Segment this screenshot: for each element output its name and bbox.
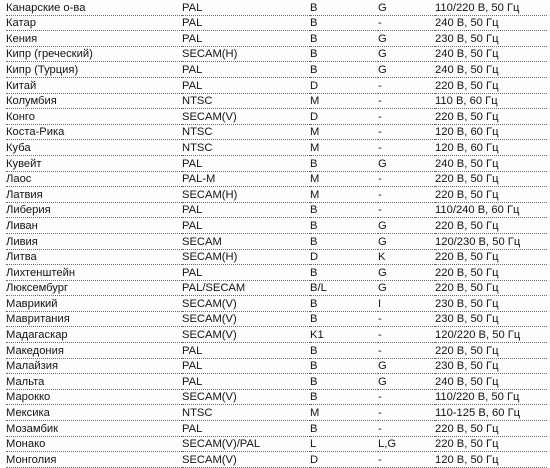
power-supply-cell: 220 В, 50 Гц bbox=[435, 109, 547, 125]
power-supply-cell: 110 В, 60 Гц bbox=[435, 93, 547, 109]
color-system-cell: PAL bbox=[182, 374, 310, 390]
table-row bbox=[6, 109, 547, 125]
standard-cell: B bbox=[310, 62, 378, 78]
second-standard-cell: - bbox=[378, 171, 435, 187]
second-standard-cell: L,G bbox=[378, 436, 435, 452]
standard-cell: B bbox=[310, 0, 378, 15]
power-supply-cell: 120 В, 60 Гц bbox=[435, 140, 547, 156]
second-standard-cell: - bbox=[378, 421, 435, 437]
second-standard-cell: G bbox=[378, 233, 435, 249]
second-standard-cell: G bbox=[378, 374, 435, 390]
table-row bbox=[6, 155, 547, 171]
standard-cell: B bbox=[310, 233, 378, 249]
power-supply-cell: 230 В, 50 Гц bbox=[435, 296, 547, 312]
color-system-cell: SECAM(V)/PAL bbox=[182, 436, 310, 452]
country-cell: Кения bbox=[6, 31, 182, 47]
table-row bbox=[6, 93, 547, 109]
standard-cell: B bbox=[310, 31, 378, 47]
power-supply-cell: 230 В, 50 Гц bbox=[435, 31, 547, 47]
table-row bbox=[6, 311, 547, 327]
color-system-cell: PAL bbox=[182, 15, 310, 31]
power-supply-cell: 220 В, 50 Гц bbox=[435, 343, 547, 359]
second-standard-cell: G bbox=[378, 358, 435, 374]
table-row bbox=[6, 452, 547, 468]
table-row bbox=[6, 171, 547, 187]
second-standard-cell: G bbox=[378, 31, 435, 47]
country-cell: Китай bbox=[6, 77, 182, 93]
standard-cell: B bbox=[310, 389, 378, 405]
standard-cell: B bbox=[310, 218, 378, 234]
second-standard-cell: - bbox=[378, 15, 435, 31]
country-cell: Мозамбик bbox=[6, 421, 182, 437]
color-system-cell: SECAM(V) bbox=[182, 109, 310, 125]
second-standard-cell: - bbox=[378, 140, 435, 156]
second-standard-cell: - bbox=[378, 311, 435, 327]
second-standard-cell: G bbox=[378, 46, 435, 62]
country-cell: Монголия bbox=[6, 452, 182, 468]
color-system-cell: SECAM bbox=[182, 233, 310, 249]
second-standard-cell: - bbox=[378, 327, 435, 343]
second-standard-cell: G bbox=[378, 280, 435, 296]
country-cell: Литва bbox=[6, 249, 182, 265]
color-system-cell: SECAM(V) bbox=[182, 452, 310, 468]
second-standard-cell: - bbox=[378, 124, 435, 140]
table-row bbox=[6, 405, 547, 421]
standard-cell: M bbox=[310, 140, 378, 156]
table-row bbox=[6, 389, 547, 405]
table-row bbox=[6, 374, 547, 390]
table-row bbox=[6, 202, 547, 218]
standard-cell: D bbox=[310, 77, 378, 93]
color-system-cell: PAL bbox=[182, 0, 310, 15]
table-row bbox=[6, 233, 547, 249]
country-cell: Либерия bbox=[6, 202, 182, 218]
table-row bbox=[6, 296, 547, 312]
country-cell: Маврикий bbox=[6, 296, 182, 312]
color-system-cell: SECAM(H) bbox=[182, 46, 310, 62]
color-system-cell: SECAM(H) bbox=[182, 187, 310, 203]
standard-cell: L bbox=[310, 436, 378, 452]
color-system-cell: PAL-M bbox=[182, 171, 310, 187]
color-system-cell: SECAM(V) bbox=[182, 311, 310, 327]
country-cell: Коста-Рика bbox=[6, 124, 182, 140]
country-cell: Куба bbox=[6, 140, 182, 156]
power-supply-cell: 230 В, 50 Гц bbox=[435, 358, 547, 374]
country-cell: Латвия bbox=[6, 187, 182, 203]
table-row bbox=[6, 46, 547, 62]
country-cell: Ливан bbox=[6, 218, 182, 234]
table-row bbox=[6, 31, 547, 47]
standard-cell: B bbox=[310, 265, 378, 281]
standard-cell: B bbox=[310, 202, 378, 218]
color-system-cell: SECAM(V) bbox=[182, 327, 310, 343]
color-system-cell: PAL bbox=[182, 155, 310, 171]
table-row bbox=[6, 0, 547, 15]
power-supply-cell: 110/220 В, 50 Гц bbox=[435, 0, 547, 15]
country-cell: Кипр (греческий) bbox=[6, 46, 182, 62]
power-supply-cell: 120/230 В, 50 Гц bbox=[435, 233, 547, 249]
power-supply-cell: 220 В, 50 Гц bbox=[435, 171, 547, 187]
color-system-cell: NTSC bbox=[182, 140, 310, 156]
second-standard-cell: - bbox=[378, 93, 435, 109]
power-supply-cell: 220 В, 50 Гц bbox=[435, 421, 547, 437]
power-supply-cell: 120 В, 50 Гц bbox=[435, 452, 547, 468]
table-row bbox=[6, 327, 547, 343]
second-standard-cell: G bbox=[378, 0, 435, 15]
power-supply-cell: 220 В, 50 Гц bbox=[435, 280, 547, 296]
table-row bbox=[6, 62, 547, 78]
second-standard-cell: I bbox=[378, 296, 435, 312]
country-cell: Лаос bbox=[6, 171, 182, 187]
standard-cell: D bbox=[310, 109, 378, 125]
table-row bbox=[6, 218, 547, 234]
table-row bbox=[6, 15, 547, 31]
standard-cell: K1 bbox=[310, 327, 378, 343]
table-row bbox=[6, 249, 547, 265]
color-system-cell: NTSC bbox=[182, 405, 310, 421]
table-row bbox=[6, 124, 547, 140]
color-system-cell: PAL bbox=[182, 265, 310, 281]
table-row bbox=[6, 280, 547, 296]
color-system-cell: NTSC bbox=[182, 124, 310, 140]
standard-cell: B bbox=[310, 374, 378, 390]
color-system-cell: PAL bbox=[182, 343, 310, 359]
color-system-cell: SECAM(H) bbox=[182, 249, 310, 265]
color-system-cell: PAL bbox=[182, 31, 310, 47]
color-system-cell: PAL bbox=[182, 77, 310, 93]
second-standard-cell: - bbox=[378, 343, 435, 359]
second-standard-cell: - bbox=[378, 202, 435, 218]
power-supply-cell: 240 В, 50 Гц bbox=[435, 46, 547, 62]
standard-cell: M bbox=[310, 124, 378, 140]
power-supply-cell: 220 В, 50 Гц bbox=[435, 218, 547, 234]
second-standard-cell: K bbox=[378, 249, 435, 265]
standard-cell: D bbox=[310, 452, 378, 468]
country-cell: Колумбия bbox=[6, 93, 182, 109]
tv-standards-table bbox=[6, 0, 547, 468]
second-standard-cell: - bbox=[378, 405, 435, 421]
power-supply-cell: 240 В, 50 Гц bbox=[435, 62, 547, 78]
second-standard-cell: - bbox=[378, 77, 435, 93]
color-system-cell: PAL bbox=[182, 421, 310, 437]
country-cell: Мадагаскар bbox=[6, 327, 182, 343]
table-row bbox=[6, 140, 547, 156]
second-standard-cell: G bbox=[378, 218, 435, 234]
standard-cell: M bbox=[310, 171, 378, 187]
power-supply-cell: 120 В, 60 Гц bbox=[435, 124, 547, 140]
table-row bbox=[6, 265, 547, 281]
country-cell: Мавритания bbox=[6, 311, 182, 327]
standard-cell: B/L bbox=[310, 280, 378, 296]
country-cell: Мексика bbox=[6, 405, 182, 421]
country-cell: Канарские о-ва bbox=[6, 0, 182, 15]
power-supply-cell: 220 В, 50 Гц bbox=[435, 77, 547, 93]
color-system-cell: NTSC bbox=[182, 93, 310, 109]
country-cell: Мальта bbox=[6, 374, 182, 390]
color-system-cell: SECAM(V) bbox=[182, 389, 310, 405]
country-cell: Марокко bbox=[6, 389, 182, 405]
standard-cell: B bbox=[310, 155, 378, 171]
power-supply-cell: 120/220 В, 50 Гц bbox=[435, 327, 547, 343]
country-cell: Люксембург bbox=[6, 280, 182, 296]
power-supply-cell: 220 В, 50 Гц bbox=[435, 187, 547, 203]
second-standard-cell: G bbox=[378, 62, 435, 78]
standard-cell: M bbox=[310, 187, 378, 203]
power-supply-cell: 220 В, 50 Гц bbox=[435, 436, 547, 452]
power-supply-cell: 240 В, 50 Гц bbox=[435, 155, 547, 171]
power-supply-cell: 240 В, 50 Гц bbox=[435, 374, 547, 390]
second-standard-cell: G bbox=[378, 265, 435, 281]
color-system-cell: PAL bbox=[182, 218, 310, 234]
second-standard-cell: - bbox=[378, 389, 435, 405]
standard-cell: B bbox=[310, 421, 378, 437]
standard-cell: B bbox=[310, 296, 378, 312]
color-system-cell: PAL/SECAM bbox=[182, 280, 310, 296]
table-row bbox=[6, 436, 547, 452]
country-cell: Катар bbox=[6, 15, 182, 31]
country-cell: Кипр (Турция) bbox=[6, 62, 182, 78]
country-cell: Македония bbox=[6, 343, 182, 359]
standard-cell: B bbox=[310, 15, 378, 31]
power-supply-cell: 110-125 В, 60 Гц bbox=[435, 405, 547, 421]
country-cell: Кувейт bbox=[6, 155, 182, 171]
second-standard-cell: - bbox=[378, 187, 435, 203]
table-row bbox=[6, 187, 547, 203]
table-row bbox=[6, 77, 547, 93]
standard-cell: M bbox=[310, 405, 378, 421]
color-system-cell: PAL bbox=[182, 358, 310, 374]
power-supply-cell: 230 В, 50 Гц bbox=[435, 311, 547, 327]
second-standard-cell: G bbox=[378, 155, 435, 171]
table-row bbox=[6, 343, 547, 359]
power-supply-cell: 240 В, 50 Гц bbox=[435, 15, 547, 31]
power-supply-cell: 220 В, 50 Гц bbox=[435, 265, 547, 281]
table-row bbox=[6, 358, 547, 374]
standard-cell: M bbox=[310, 93, 378, 109]
second-standard-cell: - bbox=[378, 452, 435, 468]
color-system-cell: PAL bbox=[182, 62, 310, 78]
table-row bbox=[6, 421, 547, 437]
power-supply-cell: 110/240 В, 60 Гц bbox=[435, 202, 547, 218]
color-system-cell: PAL bbox=[182, 202, 310, 218]
country-cell: Ливия bbox=[6, 233, 182, 249]
power-supply-cell: 220 В, 50 Гц bbox=[435, 249, 547, 265]
standard-cell: B bbox=[310, 343, 378, 359]
country-cell: Конго bbox=[6, 109, 182, 125]
color-system-cell: SECAM(V) bbox=[182, 296, 310, 312]
standard-cell: B bbox=[310, 311, 378, 327]
second-standard-cell: - bbox=[378, 109, 435, 125]
table-body bbox=[6, 0, 547, 467]
country-cell: Монако bbox=[6, 436, 182, 452]
power-supply-cell: 110/220 В, 50 Гц bbox=[435, 389, 547, 405]
country-cell: Малайзия bbox=[6, 358, 182, 374]
standard-cell: B bbox=[310, 358, 378, 374]
standard-cell: D bbox=[310, 249, 378, 265]
standard-cell: B bbox=[310, 46, 378, 62]
country-cell: Лихтенштейн bbox=[6, 265, 182, 281]
